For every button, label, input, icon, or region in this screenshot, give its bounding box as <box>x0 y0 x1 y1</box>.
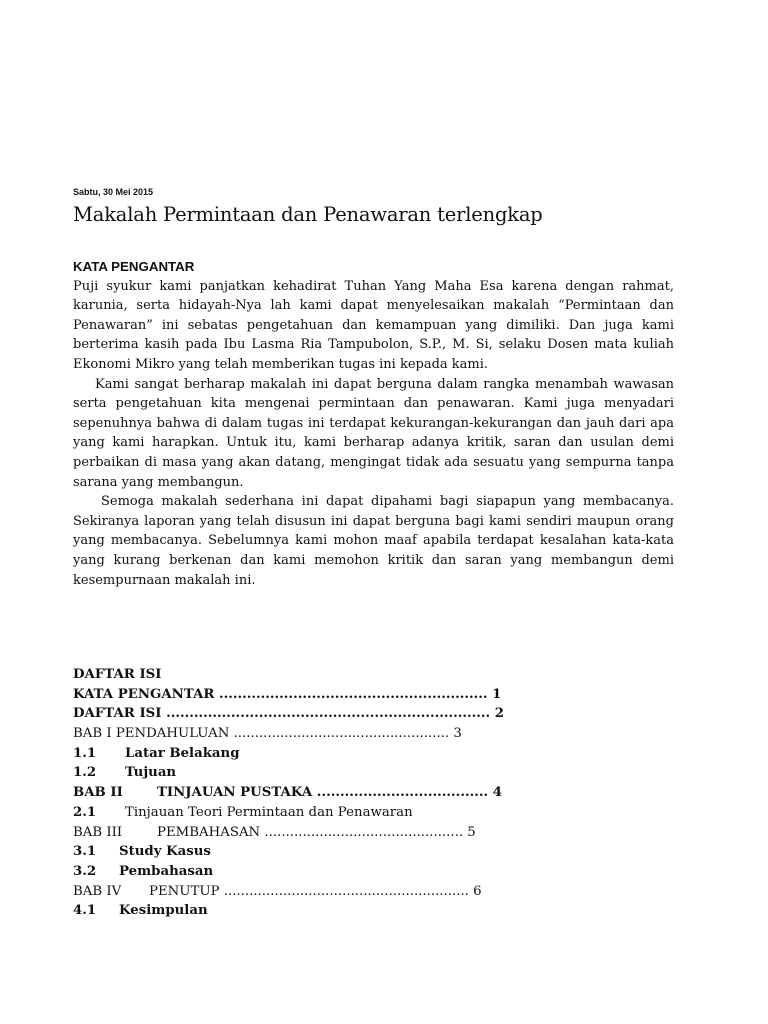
toc-entry-2-1 <box>73 803 473 823</box>
toc-label: Tinjauan Teori Permintaan dan Penawaran <box>125 804 413 820</box>
toc-entry-1-2 <box>73 763 473 783</box>
preface-paragraph-3: Semoga makalah sederhana ini dapat dipahami bagi siapapun yang membacanya. Sekiranya laporan yang telah disusun ini dapat berguna bagi kami sendiri maupun orang yang membacanya. Sebelumnya kami mohon maaf apabila terdapat kesalahan kata-kata yang kurang berkenan dan kami memohon kritik dan saran yang membangun demi kesempurnaan makalah ini. <box>73 494 674 588</box>
toc-label: Tujuan <box>125 765 177 781</box>
toc-entry-3-1 <box>73 842 473 862</box>
toc-number: 3.1 <box>73 844 97 860</box>
toc-bab-title: PEMBAHASAN ............................................... 5 <box>157 824 476 840</box>
toc-number: 1.2 <box>73 765 97 781</box>
toc-number: 4.1 <box>73 903 97 919</box>
toc-entry-bab-1: BAB I PENDAHULUAN ................................................... 3 <box>73 726 462 742</box>
toc-bab-label: BAB IV <box>73 883 122 899</box>
toc-label: Study Kasus <box>119 844 211 860</box>
toc-label: Pembahasan <box>119 863 214 879</box>
toc-heading: DAFTAR ISI <box>73 667 162 682</box>
table-of-contents <box>73 665 505 921</box>
toc-number: 1.1 <box>73 745 97 761</box>
toc-entry-kata-pengantar: KATA PENGANTAR .......................................................... 1 <box>73 686 502 702</box>
toc-bab-title: PENUTUP .......................................................... 6 <box>149 883 482 899</box>
toc-label: Latar Belakang <box>125 745 240 761</box>
preface-heading: KATA PENGANTAR <box>73 259 195 274</box>
toc-entry-bab-3 <box>73 823 476 843</box>
toc-label: Kesimpulan <box>119 903 208 919</box>
toc-bab-label: BAB III <box>73 824 123 840</box>
toc-number: 2.1 <box>73 804 97 820</box>
toc-bab-label: BAB II <box>73 785 123 801</box>
toc-entry-1-1 <box>73 744 473 764</box>
toc-entry-daftar-isi: DAFTAR ISI ...................................................................... 2 <box>73 706 505 722</box>
preface-paragraph-1: Puji syukur kami panjatkan kehadirat Tuhan Yang Maha Esa karena dengan rahmat, karunia, serta hidayah-Nya lah kami dapat menyelesaikan makalah “Permintaan dan Penawaran” ini sebatas pengetahuan dan kemampuan yang dimiliki. Dan juga kami berterima kasih pada Ibu Lasma Ria Tampubolon, S.P., M. Si, selaku Dosen mata kuliah Ekonomi Mikro yang telah memberikan tugas ini kepada kami. <box>73 278 674 372</box>
post-date: Sabtu, 30 Mei 2015 <box>73 187 154 197</box>
post-title: Makalah Permintaan dan Penawaran terlengkap <box>73 203 543 226</box>
toc-bab-title: TINJAUAN PUSTAKA ..................................... 4 <box>157 785 502 801</box>
toc-entry-3-2 <box>73 862 473 882</box>
toc-entry-bab-2 <box>73 783 502 803</box>
preface-paragraph-2: Kami sangat berharap makalah ini dapat berguna dalam rangka menambah wawasan serta pengetahuan kita mengenai permintaan dan penawaran. Kami juga menyadari sepenuhnya bahwa di dalam tugas ini terdapat kekurangan-kekurangan dan jauh dari apa yang kami harapkan. Untuk itu, kami berharap adanya kritik, saran dan usulan demi perbaikan di masa yang akan datang, mengingat tidak ada sesuatu yang sempurna tanpa sarana yang membangun. <box>73 376 674 490</box>
toc-entry-bab-4 <box>73 882 482 902</box>
preface-section <box>73 257 674 590</box>
toc-entry-4-1 <box>73 901 473 921</box>
toc-number: 3.2 <box>73 863 97 879</box>
